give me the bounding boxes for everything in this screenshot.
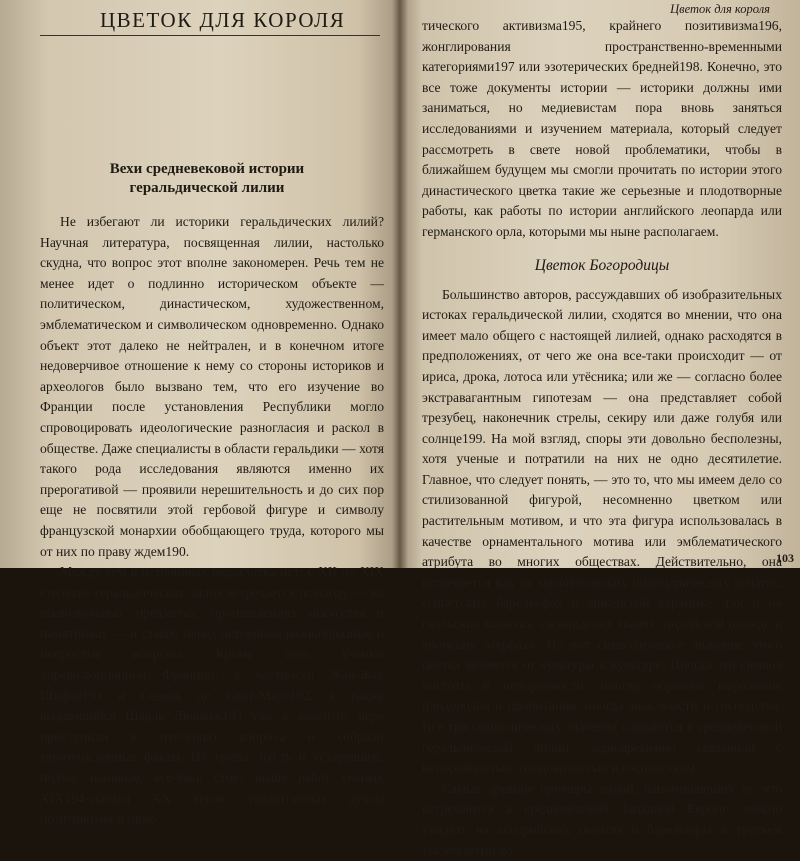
section-title-line-1: Вехи средневековой истории	[109, 161, 305, 177]
page-number: 103	[776, 551, 794, 565]
right-page	[398, 0, 800, 858]
right-page-body	[422, 16, 782, 861]
section-title-line-2: геральдической лилии	[129, 180, 285, 196]
running-head-rule	[40, 35, 380, 36]
right-paragraph-2: Самые древние примеры лилий, напоминающих те, что встречаются в средневековой Западной Европе, можно увидеть на ассирийских печатях и барельефах в третьем тысячелетии до	[422, 780, 782, 858]
left-page	[0, 0, 398, 827]
right-paragraph-1: Большинство авторов, рассуждавших об изобразительных истоках геральдической лилии, сходятся во мнении, что она имеет мало общего с настоящей лилией, однако расходятся в предположениях, от чего же она все-таки происходит — от ириса, дрока, лотоса или утёсника; или же — согласно более экстравагантным гипотезам — она представляет собой трезубец, наконечник стрелы, секиру или даже голубя или солнце199. На мой взгляд, споры эти довольно бесполезны, хотя ученые и потратили на них не одно десятилетие. Главное, что следует понять, — это то, что мы имеем дело со стилизованной фигурой, несомненно цветком или растительным мотивом, и что эта фигура использовалась в качестве орнаментального мотива или эмблематического атрибута во многих обществах. Действительно, она встречается как на месопотамских цилиндрических печатях, египетских барельефах и микенской керамике, так и на галльских монетах, сасанидских тканях, индейской одежде и японских «гербах». Но вот символическое значение этого цветка меняется от культуры к культуре. Иногда это символ чистоты и непорочности, иногда образное выражение плодородия и пропитания, иногда знак власти и господства. Все три символических значения сливаются в средневековой геральдической лилии, одновременно связанной с непорочностью, плодовитостью и господством.	[422, 286, 782, 776]
right-continued-paragraph: тического активизма195, крайнего позитивизма196, жонглирования пространственно-временными категориями197 или эзотерических бредней198. Конечно, это все тоже документы истории — историки должны ими заниматься, но медиевистам пора вновь заняться исследованиями и изучением материала, который следует рассмотреть в свете новой проблематики, чтобы в ближайшем будущем мы смогли прочитать по истории этого династического цветка такие же серьезные и плодотворные работы, как работы по истории английского леопарда или германского орла, которыми мы ныне располагаем.	[422, 18, 782, 239]
right-running-head: Цветок для короля	[670, 2, 770, 16]
left-running-head: ЦВЕТОК ДЛЯ КОРОЛЯ	[100, 8, 346, 32]
left-paragraph-2: Между тем в источниках недостатка нет: с XII по XIX столетие геральдическая лилия встречается повсюду — на всевозможных предметах, произведениях искусства и памятниках — и ставит перед историком разнообразные и непростые вопросы. Кроме того, ученые дореволюционной Франции, в частности Жан-Жак Шифле191 и Севоль де Сент-Март192, а также выдающийся Шарль Дюканж193 уже в какой-то мере приступили к изучению вопроса и собрали многочисленные факты. Их труды, пусть и устаревшие, подчас наивные, все-таки стоят выше работ ученых XIX194–начала XX веков, пропитанных духом позитивизма и прак-	[40, 564, 384, 827]
subsection-title: Цветок Богородицы	[534, 256, 670, 274]
left-paragraph-1: Не избегают ли историки геральдических лилий? Научная литература, посвященная лилии, настолько скудна, что вопрос этот вполне закономерен. Речь тем не менее идет о подлинно историческом объекте — политическом, династическом, художественном, эмблематическом и символическом одновременно. Однако объект этот далеко не нейтрален, и в конечном итоге недоверчивое отношение к нему со стороны историков и археологов было вызвано тем, что его изучение во Франции после установления Республики могло спровоцировать идеологические разногласия и раскол в обществе. Даже специалисты в области геральдики — хотя такого рода исследования являются именно их прерогативой — проявили нерешительность и до сих пор еще не посвятили этой гербовой фигуре и символу французской монархии обобщающего труда, которого мы от них по праву ждем190.	[40, 214, 384, 559]
section-title	[30, 160, 384, 198]
